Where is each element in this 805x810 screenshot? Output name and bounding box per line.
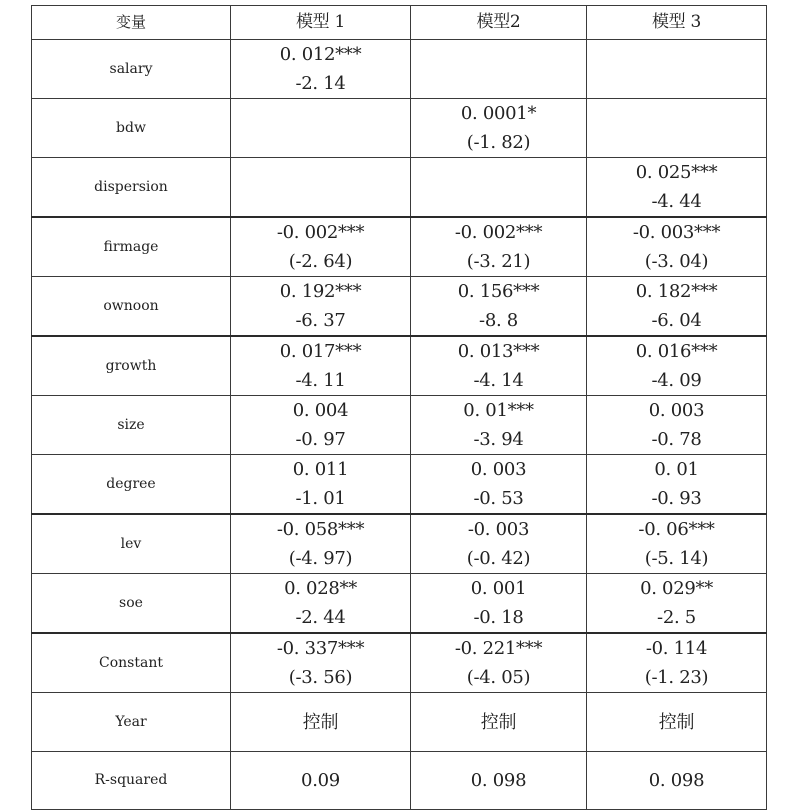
model-2-cell — [411, 99, 587, 158]
t-statistic-value: -4. 09 — [651, 370, 702, 391]
model-1-cell — [231, 514, 411, 574]
model-1-cell — [231, 217, 411, 277]
table-body — [32, 6, 767, 810]
t-statistic-value: -0. 93 — [651, 488, 702, 509]
coefficient-value: 0. 017*** — [279, 341, 362, 362]
model-1-cell — [231, 574, 411, 634]
t-statistic-value: -2. 14 — [295, 73, 346, 94]
coefficient-value: -0. 114 — [645, 638, 708, 659]
model-1-cell — [231, 336, 411, 396]
table-row — [32, 336, 767, 396]
t-statistic-value: -1. 01 — [295, 488, 346, 509]
t-statistic-value: (-3. 56) — [288, 667, 353, 688]
model-3-cell — [587, 158, 767, 218]
table-row — [32, 455, 767, 515]
model-2-cell — [411, 217, 587, 277]
coefficient-value: 0. 0001* — [460, 103, 537, 124]
coefficient-value: -0. 058*** — [276, 519, 365, 540]
regression-table — [31, 5, 767, 810]
table-row — [32, 574, 767, 634]
coefficient-value: 0. 029** — [640, 578, 713, 599]
model-2-cell — [411, 633, 587, 693]
t-statistic-value: -2. 44 — [295, 607, 346, 628]
model-3-cell — [587, 455, 767, 515]
coefficient-value: 0. 156*** — [457, 281, 540, 302]
coefficient-value: -0. 06*** — [638, 519, 715, 540]
model-2-cell: 0. 098 — [411, 752, 587, 810]
model-1-cell — [231, 277, 411, 337]
coefficient-value: 0. 013*** — [457, 341, 540, 362]
variable-name: R-squared — [32, 752, 231, 810]
model-1-cell: 0.09 — [231, 752, 411, 810]
t-statistic-value: -0. 53 — [473, 488, 524, 509]
coefficient-value: -0. 337*** — [276, 638, 365, 659]
model-3-cell: 控制 — [587, 693, 767, 752]
model-1-cell — [231, 40, 411, 99]
table-row — [32, 633, 767, 693]
model-3-cell: 0. 098 — [587, 752, 767, 810]
t-statistic-value: -6. 37 — [295, 310, 346, 331]
year-row — [32, 693, 767, 752]
coefficient-value: -0. 003*** — [632, 222, 721, 243]
header-variable: 变量 — [32, 6, 231, 40]
model-3-cell — [587, 574, 767, 634]
variable-name: dispersion — [32, 158, 231, 218]
coefficient-value: 0. 012*** — [279, 44, 362, 65]
table-row — [32, 277, 767, 337]
variable-name: degree — [32, 455, 231, 515]
model-3-cell — [587, 217, 767, 277]
t-statistic-value: (-0. 42) — [466, 548, 531, 569]
variable-name: size — [32, 396, 231, 455]
coefficient-value: 0. 004 — [292, 400, 349, 421]
model-1-cell — [231, 633, 411, 693]
t-statistic-value: -0. 78 — [651, 429, 702, 450]
coefficient-value: 0. 011 — [292, 459, 349, 480]
model-1-cell — [231, 455, 411, 515]
model-3-cell — [587, 40, 767, 99]
coefficient-value: 0. 025*** — [635, 162, 718, 183]
t-statistic-value: -2. 5 — [657, 607, 696, 628]
t-statistic-value: -3. 94 — [473, 429, 524, 450]
t-statistic-value: (-4. 97) — [288, 548, 353, 569]
coefficient-value: 0. 003 — [470, 459, 527, 480]
table-row — [32, 514, 767, 574]
coefficient-value: 0. 016*** — [635, 341, 718, 362]
coefficient-value: -0. 221*** — [454, 638, 543, 659]
r-squared-row — [32, 752, 767, 810]
variable-name: Constant — [32, 633, 231, 693]
variable-name: lev — [32, 514, 231, 574]
coefficient-value: 0. 001 — [470, 578, 527, 599]
model-2-cell: 控制 — [411, 693, 587, 752]
variable-name: firmage — [32, 217, 231, 277]
model-1-cell — [231, 396, 411, 455]
t-statistic-value: -0. 97 — [295, 429, 346, 450]
model-3-cell — [587, 396, 767, 455]
table-row — [32, 217, 767, 277]
t-statistic-value: -0. 18 — [473, 607, 524, 628]
header-model-1: 模型 1 — [231, 6, 411, 40]
coefficient-value: 0. 182*** — [635, 281, 718, 302]
model-2-cell — [411, 277, 587, 337]
coefficient-value: -0. 002*** — [454, 222, 543, 243]
variable-name: bdw — [32, 99, 231, 158]
t-statistic-value: -8. 8 — [479, 310, 518, 331]
t-statistic-value: -4. 14 — [473, 370, 524, 391]
table-row — [32, 99, 767, 158]
variable-name: salary — [32, 40, 231, 99]
t-statistic-value: -4. 11 — [295, 370, 346, 391]
t-statistic-value: (-3. 21) — [466, 251, 531, 272]
variable-name: soe — [32, 574, 231, 634]
coefficient-value: -0. 002*** — [276, 222, 365, 243]
t-statistic-value: -6. 04 — [651, 310, 702, 331]
variable-name: Year — [32, 693, 231, 752]
model-1-cell — [231, 158, 411, 218]
model-3-cell — [587, 277, 767, 337]
model-1-cell: 控制 — [231, 693, 411, 752]
header-row — [32, 6, 767, 40]
coefficient-value: 0. 003 — [648, 400, 705, 421]
model-2-cell — [411, 574, 587, 634]
model-3-cell — [587, 99, 767, 158]
model-3-cell — [587, 336, 767, 396]
model-2-cell — [411, 336, 587, 396]
header-model-3: 模型 3 — [587, 6, 767, 40]
model-1-cell — [231, 99, 411, 158]
model-2-cell — [411, 40, 587, 99]
model-2-cell — [411, 158, 587, 218]
model-2-cell — [411, 455, 587, 515]
header-model-2: 模型2 — [411, 6, 587, 40]
t-statistic-value: (-1. 82) — [466, 132, 531, 153]
coefficient-value: -0. 003 — [467, 519, 530, 540]
coefficient-value: 0. 028** — [284, 578, 357, 599]
table-row — [32, 158, 767, 218]
t-statistic-value: (-2. 64) — [288, 251, 353, 272]
variable-name: ownoon — [32, 277, 231, 337]
model-3-cell — [587, 514, 767, 574]
coefficient-value: 0. 01 — [654, 459, 699, 480]
t-statistic-value: (-4. 05) — [466, 667, 531, 688]
model-2-cell — [411, 396, 587, 455]
coefficient-value: 0. 01*** — [463, 400, 534, 421]
t-statistic-value: (-3. 04) — [644, 251, 709, 272]
variable-name: growth — [32, 336, 231, 396]
table-row — [32, 40, 767, 99]
table-row — [32, 396, 767, 455]
coefficient-value: 0. 192*** — [279, 281, 362, 302]
model-3-cell — [587, 633, 767, 693]
t-statistic-value: (-1. 23) — [644, 667, 709, 688]
t-statistic-value: (-5. 14) — [644, 548, 709, 569]
model-2-cell — [411, 514, 587, 574]
t-statistic-value: -4. 44 — [651, 191, 702, 212]
